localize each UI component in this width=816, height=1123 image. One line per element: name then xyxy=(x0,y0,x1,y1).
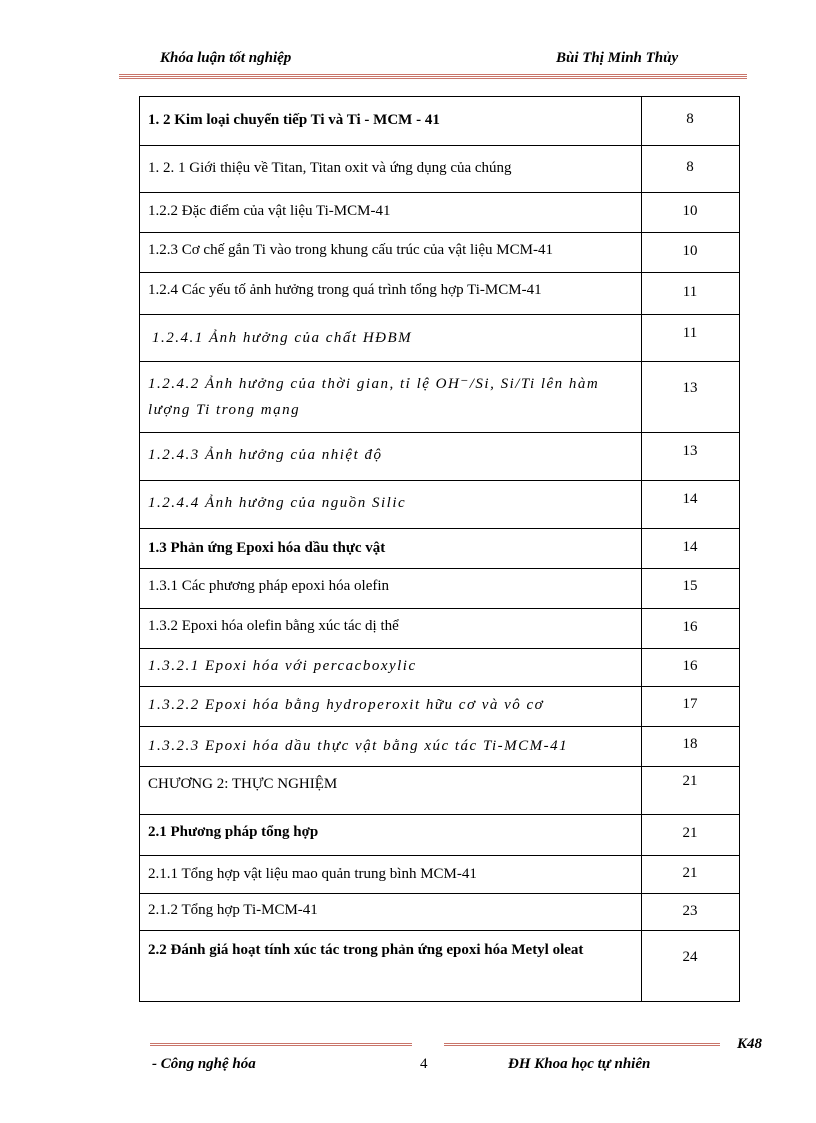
toc-row xyxy=(139,727,740,767)
toc-row xyxy=(139,767,740,815)
footer-university: ĐH Khoa học tự nhiên xyxy=(508,1056,651,1072)
toc-entry-title: 2.1.1 Tổng hợp vật liệu mao quản trung bình MCM-41 xyxy=(148,866,477,882)
toc-entry-page: 10 xyxy=(682,203,698,219)
toc-row xyxy=(139,687,740,727)
toc-entry-title: 1.2.3 Cơ chế gắn Ti vào trong khung cấu trúc của vật liệu MCM-41 xyxy=(148,242,553,258)
toc-row xyxy=(139,815,740,856)
header-title: Khóa luận tốt nghiệp xyxy=(160,50,292,66)
toc-entry-title: 2.1 Phương pháp tổng hợp xyxy=(148,824,319,840)
toc-row xyxy=(139,481,740,529)
toc-row xyxy=(139,315,740,362)
footer-class-code: K48 xyxy=(737,1036,763,1052)
toc-row xyxy=(139,529,740,569)
toc-row xyxy=(139,609,740,649)
toc-row xyxy=(139,146,740,193)
footer-rule-left xyxy=(150,1043,412,1047)
toc-entry-page: 17 xyxy=(682,696,698,712)
toc-entry-page: 8 xyxy=(686,111,694,127)
toc-entry-title: 1.3.1 Các phương pháp epoxi hóa olefin xyxy=(148,578,390,594)
toc-row xyxy=(139,649,740,687)
toc-entry-title: 1.2.4.2 Ảnh hưởng của thời gian, tỉ lệ OH⁻/Si, Si/Ti lên hàm lượng Ti trong mạng xyxy=(148,376,600,418)
toc-entry-page: 23 xyxy=(682,903,698,919)
toc-entry-title: 1.2.4 Các yếu tố ảnh hưởng trong quá trình tổng hợp Ti-MCM-41 xyxy=(148,282,542,298)
toc-entry-page: 14 xyxy=(682,539,698,555)
toc-entry-page: 16 xyxy=(682,619,698,635)
toc-entry-title: 1.2.4.4 Ảnh hưởng của nguồn Silic xyxy=(148,495,407,511)
toc-row xyxy=(139,233,740,273)
toc-entry-title: 2.2 Đánh giá hoạt tính xúc tác trong phản ứng epoxi hóa Metyl oleat xyxy=(148,942,584,958)
toc-entry-page: 15 xyxy=(682,578,698,594)
toc-entry-title: 1.2.4.3 Ảnh hưởng của nhiệt độ xyxy=(148,447,383,463)
toc-entry-page: 21 xyxy=(682,773,698,789)
toc-entry-page: 24 xyxy=(682,949,698,965)
toc-entry-page: 13 xyxy=(682,380,698,396)
toc-table xyxy=(139,96,740,1002)
toc-entry-title: 1.2.2 Đặc điểm của vật liệu Ti-MCM-41 xyxy=(148,203,391,219)
toc-entry-page: 10 xyxy=(682,243,698,259)
toc-entry-page: 13 xyxy=(682,443,698,459)
header-author: Bùi Thị Minh Thủy xyxy=(556,50,679,66)
toc-row xyxy=(139,193,740,233)
toc-entry-title: 1.3.2.2 Epoxi hóa bằng hydroperoxit hữu cơ và vô cơ xyxy=(148,697,545,713)
toc-entry-title: 2.1.2 Tổng hợp Ti-MCM-41 xyxy=(148,902,318,918)
toc-entry-page: 8 xyxy=(686,159,694,175)
footer-rule-right xyxy=(444,1043,720,1047)
toc-entry-page: 21 xyxy=(682,865,698,881)
toc-entry-title: 1.2.4.1 Ảnh hưởng của chất HĐBM xyxy=(152,330,413,346)
toc-row xyxy=(139,894,740,931)
toc-row xyxy=(139,569,740,609)
toc-entry-title: 1. 2. 1 Giới thiệu về Titan, Titan oxit và ứng dụng của chúng xyxy=(148,160,512,176)
toc-row xyxy=(139,97,740,146)
footer-department: - Công nghệ hóa xyxy=(152,1056,256,1072)
toc-entry-page: 14 xyxy=(682,491,698,507)
toc-entry-title: 1.3.2.1 Epoxi hóa với percacboxylic xyxy=(148,658,417,674)
toc-row xyxy=(139,931,740,1001)
toc-row xyxy=(139,273,740,315)
toc-entry-page: 18 xyxy=(682,736,698,752)
toc-entry-title: 1.3.2.3 Epoxi hóa dầu thực vật bằng xúc tác Ti-MCM-41 xyxy=(148,738,569,754)
toc-entry-title: 1. 2 Kim loại chuyển tiếp Ti và Ti - MCM - 41 xyxy=(148,112,440,128)
toc-entry-title: 1.3.2 Epoxi hóa olefin bằng xúc tác dị thể xyxy=(148,618,399,634)
toc-entry-page: 11 xyxy=(682,325,698,341)
toc-entry-title: 1.3 Phản ứng Epoxi hóa dầu thực vật xyxy=(148,540,386,556)
toc-row xyxy=(139,433,740,481)
toc-entry-page: 21 xyxy=(682,825,698,841)
toc-row xyxy=(139,856,740,894)
footer-page-number: 4 xyxy=(420,1056,428,1072)
toc-entry-title: CHƯƠNG 2: THỰC NGHIỆM xyxy=(148,776,338,792)
header-rule xyxy=(119,74,747,79)
toc-row xyxy=(139,362,740,433)
toc-entry-page: 16 xyxy=(682,658,698,674)
toc-entry-page: 11 xyxy=(682,284,698,300)
